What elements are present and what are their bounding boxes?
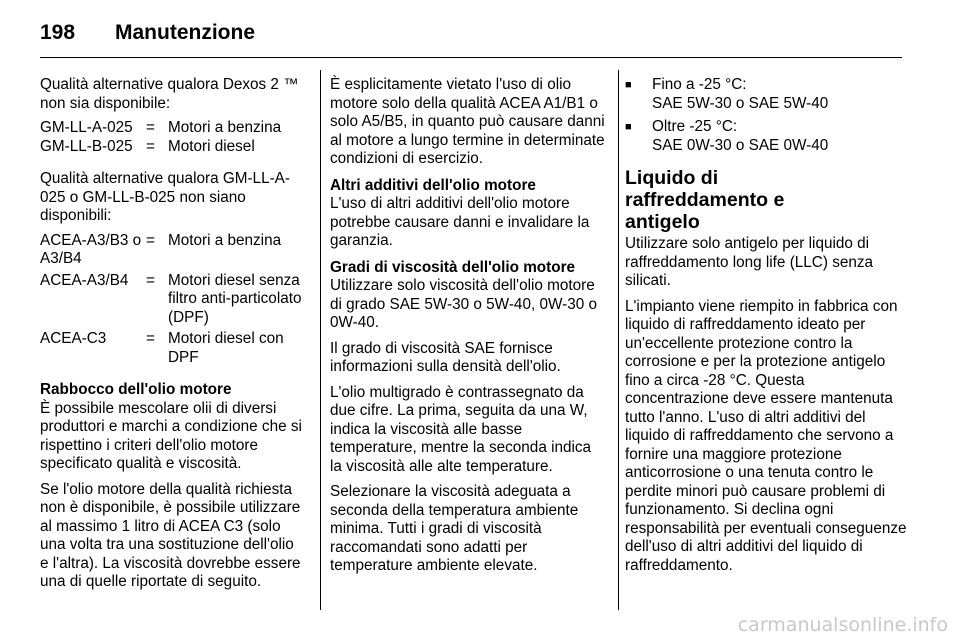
viscosity-paragraph-1: Utilizzare solo viscosità dell'olio motore di grado SAE 5W-30 o 5W-40, 0W-30 o 0W-40.: [330, 277, 597, 331]
bullet-square-icon: ■: [625, 79, 632, 91]
alt-quality-intro-2: Qualità alternative qualora GM-LL-A-025 o GM-LL-B-025 non siano disponibili:: [40, 170, 290, 224]
table-row: [40, 272, 302, 331]
spec-key: GM-LL-A-025: [40, 119, 133, 136]
column-divider-1: [320, 70, 321, 610]
spec-equals: =: [146, 119, 155, 136]
additives-heading: Altri additivi dell'olio motore: [330, 176, 536, 194]
bullet-title: Fino a -25 °C:: [652, 76, 747, 93]
spec-key: GM-LL-B-025: [40, 137, 133, 155]
bullet-detail: SAE 5W-30 o SAE 5W-40: [652, 94, 829, 112]
spec-equals: =: [146, 137, 155, 155]
list-item: [625, 118, 910, 137]
prohibition-paragraph: È esplicitamente vietato l'uso di olio motore solo della qualità ACEA A1/B1 o solo A5/B5, in quanto può causare danni al motore a lungo termine in determinate condizioni di esercizio.: [330, 76, 605, 167]
spec-value: Motori diesel: [168, 137, 255, 155]
coolant-paragraph-1: Utilizzare solo antigelo per liquido di raffreddamento long life (LLC) senza silicati.: [625, 235, 874, 289]
column-2: [330, 76, 606, 583]
table-row: [40, 330, 302, 367]
header-divider: [40, 57, 902, 58]
spec-key: ACEA-A3/B4: [40, 271, 129, 289]
top-up-heading: Rabbocco dell'olio motore: [40, 381, 232, 398]
page-header: [40, 16, 910, 50]
coolant-paragraph-2: L'impianto viene riempito in fabbrica con liquido di raffreddamento ideato per un'eccellente protezione contro la corrosione e per la protezione antigelo fino a circa -28 °C. Questa concentrazione deve essere mantenuta tutto l'anno. L'uso di altri additivi del liquido di raffreddamento che servono a fornire una maggiore protezione anticorrosione o una tenuta contro le perdite minori può causare problemi di funzionamento. Si declina ogni responsabilità per eventuali conseguenze dell'uso di altri additivi del liquido di raffreddamento.: [625, 297, 907, 574]
bullet-detail: SAE 0W-30 o SAE 0W-40: [652, 136, 829, 154]
page-title: Manutenzione: [115, 21, 255, 44]
spec-value: Motori a benzina: [168, 119, 282, 136]
spec-equals: =: [146, 330, 155, 347]
bullet-title: Oltre -25 °C:: [652, 118, 738, 135]
viscosity-heading: Gradi di viscosità dell'olio motore: [330, 258, 576, 276]
additives-paragraph: L'uso di altri additivi dell'olio motore potrebbe causare danni e invalidare la garanzia.: [330, 195, 590, 249]
spec-equals: =: [146, 271, 155, 289]
spec-value: Motori a benzina: [168, 231, 282, 249]
list-item: [625, 76, 910, 95]
spec-key: ACEA-A3/B3 o A3/B4: [40, 231, 142, 267]
column-1: [40, 76, 302, 599]
coolant-heading: Liquido di raffreddamento e antigelo: [625, 167, 785, 233]
page-number: 198: [40, 21, 76, 44]
bullet-square-icon: ■: [625, 121, 632, 133]
table-row: [40, 119, 302, 138]
column-3: [625, 76, 910, 582]
alt-quality-intro-1: Qualità alternative qualora Dexos 2 ™ non sia disponibile:: [40, 76, 299, 112]
column-divider-2: [618, 70, 619, 610]
top-up-paragraph-1: È possibile mescolare olii di diversi produttori e marchi a condizione che si rispettino i criteri dell'olio motore specificato qualità e viscosità.: [40, 399, 302, 472]
spec-table-2: [40, 232, 302, 368]
viscosity-paragraph-4: Selezionare la viscosità adeguata a seconda della temperatura ambiente minima. Tutti i gradi di viscosità raccomandati sono adatti per temperature ambiente elevate.: [330, 483, 579, 574]
table-row: [40, 138, 302, 157]
table-row: [40, 232, 302, 272]
top-up-paragraph-2: Se l'olio motore della qualità richiesta non è disponibile, è possibile utilizzare al massimo 1 litro di ACEA C3 (solo una volta tra una sostituzione dell'olio e l'altra). La viscosità dovrebbe essere una di quelle riportate di seguito.: [40, 480, 301, 590]
spec-key: ACEA-C3: [40, 330, 107, 347]
spec-table-1: [40, 119, 302, 156]
viscosity-paragraph-3: L'olio multigrado è contrassegnato da due cifre. La prima, seguita da una W, indica la viscosità alle basse temperature, mentre la seconda indica la viscosità alle alte temperature.: [330, 383, 592, 475]
spec-value: Motori diesel con DPF: [168, 330, 284, 366]
watermark: carmanualsonline.info: [737, 614, 948, 636]
spec-value: Motori diesel senza filtro anti-particolato (DPF): [168, 271, 302, 326]
spec-equals: =: [146, 231, 155, 249]
viscosity-paragraph-2: Il grado di viscosità SAE fornisce informazioni sulla densità dell'olio.: [330, 339, 561, 375]
